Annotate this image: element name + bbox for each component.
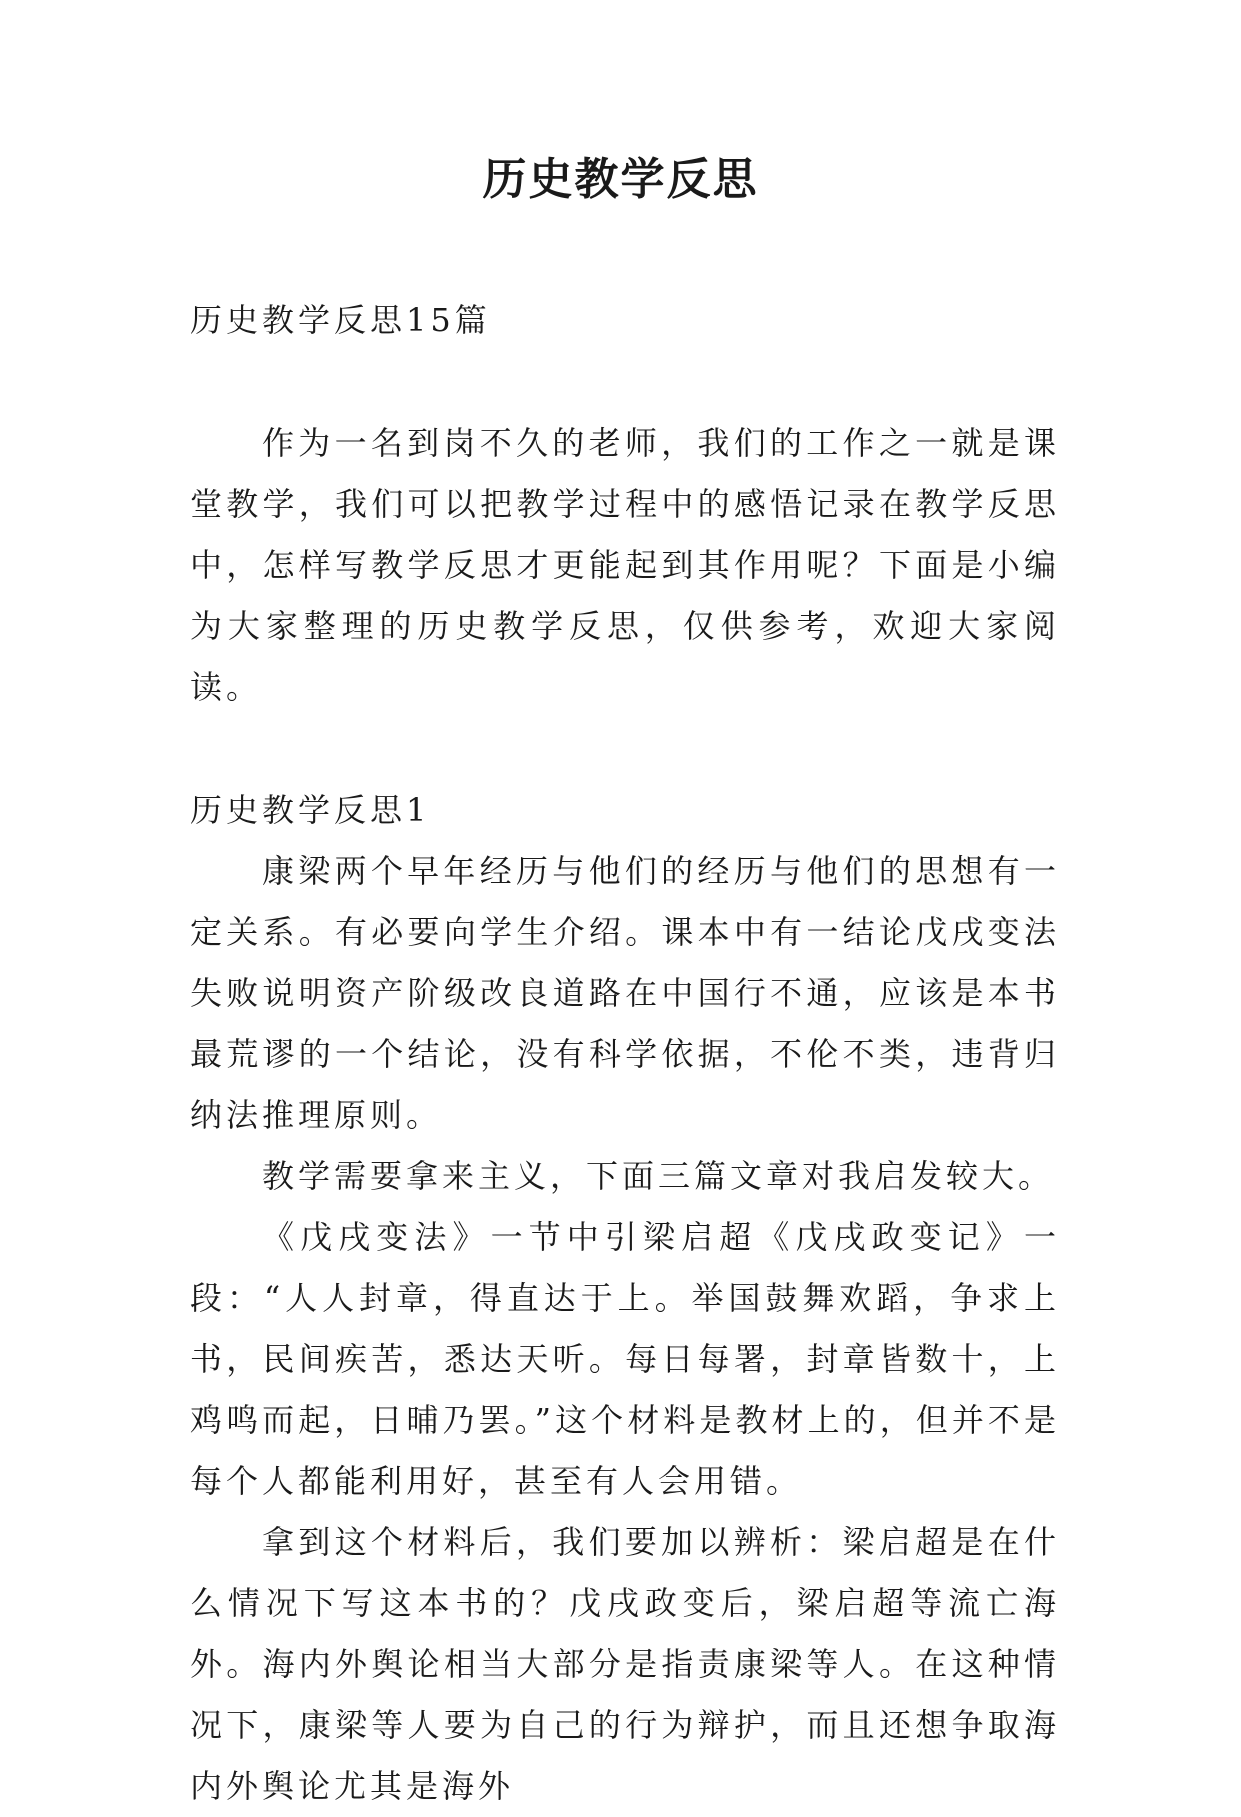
document-subtitle: 历史教学反思15篇 xyxy=(190,301,491,339)
document-body xyxy=(190,290,1060,1817)
body-paragraph: 教学需要拿来主义，下面三篇文章对我启发较大。 xyxy=(262,1157,1055,1195)
body-paragraph: 拿到这个材料后，我们要加以辨析：梁启超是在什么情况下写这本书的？戊戌政变后，梁启超等流亡海外。海内外舆论相当大部分是指责康梁等人。在这种情况下，康梁等人要为自己的行为辩护，而且还想争取海内外舆论尤其是海外 xyxy=(190,1523,1060,1805)
section-heading: 历史教学反思1 xyxy=(190,791,431,829)
body-paragraph: 康梁两个早年经历与他们的经历与他们的思想有一定关系。有必要向学生介绍。课本中有一结论戊戌变法失败说明资产阶级改良道路在中国行不通，应该是本书最荒谬的一个结论，没有科学依据，不伦不类，违背归纳法推理原则。 xyxy=(190,852,1060,1134)
intro-paragraph: 作为一名到岗不久的老师，我们的工作之一就是课堂教学，我们可以把教学过程中的感悟记录在教学反思中，怎样写教学反思才更能起到其作用呢？下面是小编为大家整理的历史教学反思，仅供参考，欢迎大家阅读。 xyxy=(190,424,1060,706)
document-title: 历史教学反思 xyxy=(482,154,759,205)
body-paragraph: 《戊戌变法》一节中引梁启超《戊戌政变记》一段：“人人封章，得直达于上。举国鼓舞欢蹈，争求上书，民间疾苦，悉达天听。每日每署，封章皆数十，上鸡鸣而起，日晡乃罢。”这个材料是教材上的，但并不是每个人都能利用好，甚至有人会用错。 xyxy=(190,1218,1060,1500)
